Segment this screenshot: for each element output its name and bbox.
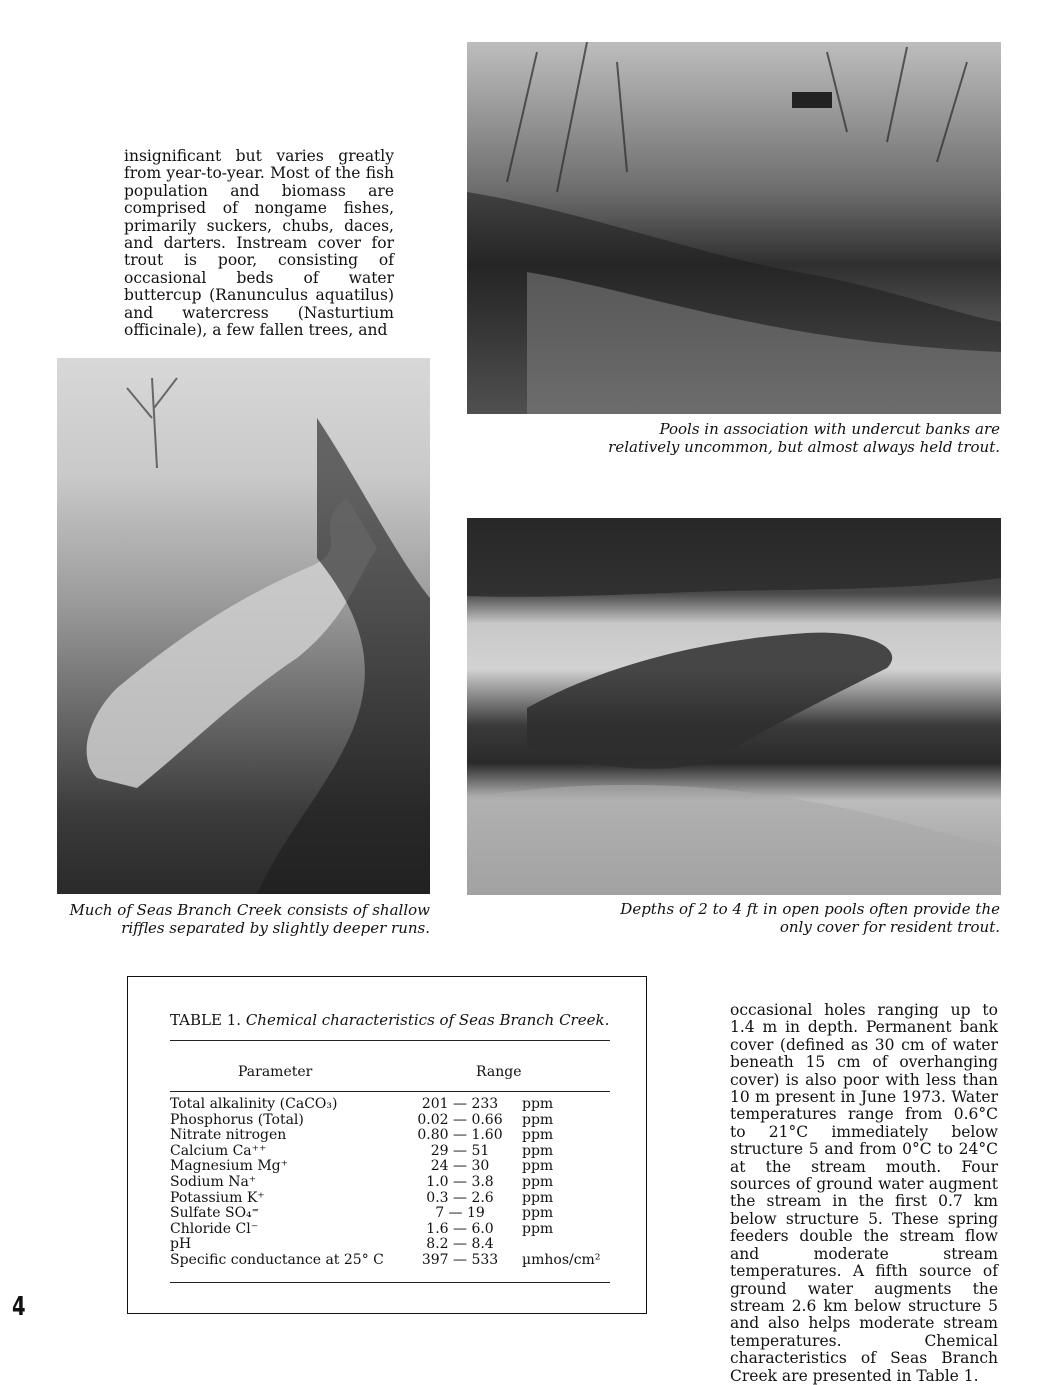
table-row <box>170 1159 620 1175</box>
cell-parameter: Chloride Cl⁻ <box>170 1220 259 1237</box>
table-row <box>170 1175 620 1191</box>
table-header-rule <box>170 1091 610 1092</box>
photo-shallow-riffles <box>57 358 430 894</box>
cell-range: 1.6 — 6.0 <box>426 1220 494 1237</box>
table-row <box>170 1128 620 1144</box>
cell-range: 397 — 533 <box>421 1252 499 1268</box>
cell-unit: ppm <box>522 1205 554 1222</box>
cell-range: 8.2 — 8.4 <box>426 1236 494 1253</box>
cell-unit: ppm <box>522 1220 554 1237</box>
cell-range: 0.02 — 0.66 <box>417 1111 503 1128</box>
cell-unit: µmhos/cm² <box>522 1252 601 1268</box>
cell-range: 7 — 19 <box>435 1205 485 1222</box>
table-caption: Chemical characteristics of Seas Branch Creek. <box>245 1011 610 1029</box>
header-parameter: Parameter <box>238 1064 313 1080</box>
cell-range: 0.3 — 2.6 <box>426 1189 494 1206</box>
cell-unit: ppm <box>522 1096 554 1112</box>
table-title <box>170 1011 609 1029</box>
cell-unit: ppm <box>522 1189 554 1206</box>
cell-range: 201 — 233 <box>421 1096 499 1112</box>
table-row <box>170 1113 620 1129</box>
table-row <box>170 1206 620 1222</box>
cell-range: 0.80 — 1.60 <box>417 1127 503 1144</box>
cell-parameter: Nitrate nitrogen <box>170 1127 287 1144</box>
cell-range: 24 — 30 <box>430 1158 490 1175</box>
table-bottom-rule <box>170 1282 610 1283</box>
table-row <box>170 1144 620 1160</box>
page-number: 4 <box>12 1292 26 1322</box>
cell-parameter: Sodium Na⁺ <box>170 1174 257 1190</box>
cell-range: 1.0 — 3.8 <box>426 1174 494 1190</box>
table-row <box>170 1253 620 1269</box>
cell-parameter: Total alkalinity (CaCO₃) <box>170 1096 338 1112</box>
caption-pool-undercut-bank: Pools in association with undercut banks are relatively uncommon, but almost always held trout. <box>608 420 1000 456</box>
cell-unit: ppm <box>522 1142 554 1159</box>
cell-parameter: Specific conductance at 25° C <box>170 1252 384 1268</box>
table-row <box>170 1237 620 1253</box>
cell-parameter: Phosphorus (Total) <box>170 1111 304 1128</box>
cell-parameter: Magnesium Mg⁺ <box>170 1158 289 1175</box>
table-top-rule <box>170 1040 610 1041</box>
photo-pool-undercut-bank <box>467 42 1001 414</box>
cell-parameter: Potassium K⁺ <box>170 1189 265 1206</box>
caption-open-pool: Depths of 2 to 4 ft in open pools often provide the only cover for resident trout. <box>620 900 1000 936</box>
caption-shallow-riffles: Much of Seas Branch Creek consists of shallow riffles separated by slightly deeper runs. <box>69 901 430 937</box>
cell-unit: ppm <box>522 1111 554 1128</box>
cell-unit: ppm <box>522 1127 554 1144</box>
cell-unit: ppm <box>522 1158 554 1175</box>
table-1-chemical-characteristics <box>127 976 647 1314</box>
table-row <box>170 1222 620 1238</box>
table-row <box>170 1191 620 1207</box>
body-text-column-right: occasional holes ranging up to 1.4 m in depth. Permanent bank cover (defined as 30 cm of water beneath 15 cm of overhanging cover) is also poor with less than 10 m present in June 1973. Water temperatures range from 0.6°C to 21°C immediately below structure 5 and from 0°C to 24°C at the stream mouth. Four sources of ground water augment the stream in the first 0.7 km below structure 5. These spring feeders double the stream flow and moderate stream temperatures. A fifth source of ground water augments the stream 2.6 km below structure 5 and also helps moderate stream temperatures. Chemical characteristics of Seas Branch Creek are presented in Table 1. <box>730 1001 998 1385</box>
cell-parameter: Calcium Ca⁺⁺ <box>170 1142 267 1159</box>
cell-parameter: Sulfate SO₄⁼ <box>170 1205 260 1222</box>
cell-unit: ppm <box>522 1174 554 1190</box>
table-row <box>170 1097 620 1113</box>
photo-open-pool <box>467 518 1001 895</box>
table-label: TABLE 1. <box>170 1011 242 1029</box>
body-text-column-top: insignificant but varies greatly from year-to-year. Most of the fish population and biomass are comprised of nongame fishes, primarily suckers, chubs, daces, and darters. Instream cover for trout is poor, consisting of occasional beds of water buttercup (Ranunculus aquatilus) and watercress (Nasturtium officinale), a few fallen trees, and <box>124 147 394 340</box>
cell-parameter: pH <box>170 1236 192 1253</box>
cell-range: 29 — 51 <box>430 1142 490 1159</box>
header-range: Range <box>476 1064 522 1080</box>
